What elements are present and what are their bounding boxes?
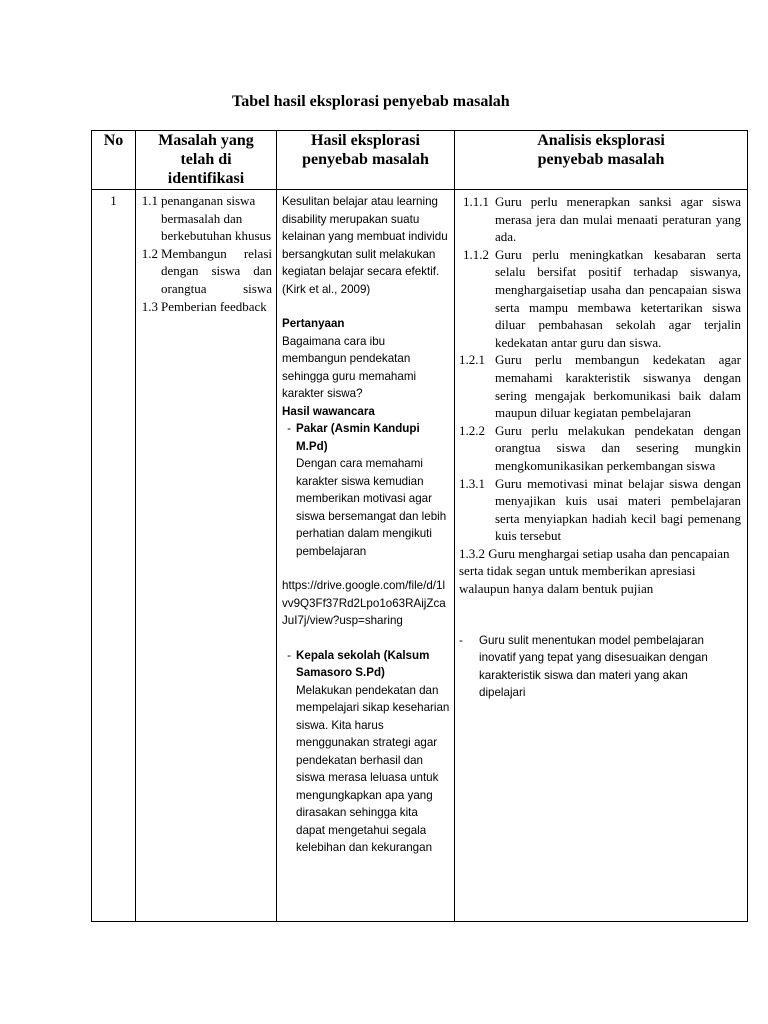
pakar-item: - Pakar (Asmin Kandupi M.Pd) [287,422,420,453]
header-analisis: Analisis eksplorasi penyebab masalah [455,131,748,190]
wawancara-label: Hasil wawancara [282,404,375,418]
analisis-bullet: - Guru sulit menentukan model pembelajaran inovatif yang tepat yang disesuaikan dengan karakteristik siswa dan materi yang akan dipelajari [459,633,708,700]
list-item: 1.3.1 Guru memotivasi minat belajar siswa dengan menyajikan kuis usai materi pembelajaran serta menyiapkan hadiah kecil bagi pemenang kuis tersebut [459,475,741,544]
pakar-text: Dengan cara memahami karakter siswa kemudian memberikan motivasi agar siswa bersemangat dan lebih perhatian dalam mengikuti pembelajaran [296,457,447,558]
list-item: 1.1 penanganan siswa bermasalah dan berkebutuhan khusus [141,193,272,244]
kepsek-text: Melakukan pendekatan dan mempelajari sikap keseharian siswa. Kita harus menggunakan strategi agar pendekatan berhasil dan siswa merasa leluasa untuk mengungkapkan apa yang dirasakan sehingga kita dapat mengetahui segala kelebihan dan kekurangan [296,683,450,854]
list-item: 1.2.1 Guru perlu membangun kedekatan agar memahami karakteristik siswanya dengan sering mengajak berkomunikasi baik dalam maupun diluar kegiatan pembelajaran [459,352,741,421]
list-item: 1.1.1 Guru perlu menerapkan sanksi agar siswa merasa jera dan mulai menaati peraturan yang ada. [463,194,741,245]
list-item: 1.2.2 Guru perlu melakukan pendekatan dengan orangtua siswa dan sesering mungkin mengkomunikasikan perkembangan siswa [459,422,741,473]
hasil-intro: Kesulitan belajar atau learning disability merupakan suatu kelainan yang membuat individu bersangkutan sulit melakukan kegiatan belajar secara efektif. (Kirk et al., 2009) [282,195,448,296]
analisis-last: 1.3.2 Guru menghargai setiap usaha dan pencapaian serta tidak segan untuk memberikan apresiasi walaupun hanya dalam bentuk pujian [459,545,730,597]
pertanyaan-label: Pertanyaan [282,317,345,330]
masalah-cell [136,190,277,922]
analisis-cell [455,190,748,922]
exploration-table [91,130,748,922]
list-item: 1.1.2 Guru perlu meningkatkan kesabaran serta selalu bersifat positif terhadap siswanya, menghargaisetiap usaha dan pencapaian siswa serta mampu membawa ketertarikan siswa diluar pembahasan sekolah agar terjalin kedekatan antar guru dan siswa. [463,246,741,350]
header-row [92,131,748,190]
header-masalah: Masalah yang telah di identifikasi [136,131,277,190]
list-item: 1.2 Membangun relasi dengan siswa dan orangtua siswa [141,245,272,296]
header-hasil: Hasil eksplorasi penyebab masalah [277,131,455,190]
hasil-cell [277,190,455,922]
header-no: No [92,131,136,190]
kepsek-item: - Kepala sekolah (Kalsum Samasoro S.Pd) [287,648,430,679]
pertanyaan-text: Bagaimana cara ibu membangun pendekatan sehingga guru memahami karakter siswa? [282,334,417,400]
row-number: 1 [92,190,136,922]
table-title: Tabel hasil eksplorasi penyebab masalah [232,93,510,110]
table-row [92,190,748,922]
list-item: 1.3 Pemberian feedback [141,298,267,314]
drive-link[interactable]: https://drive.google.com/file/d/1lvv9Q3Ff37Rd2Lpo1o63RAijZcaJuI7j/view?usp=sharing [282,579,446,627]
